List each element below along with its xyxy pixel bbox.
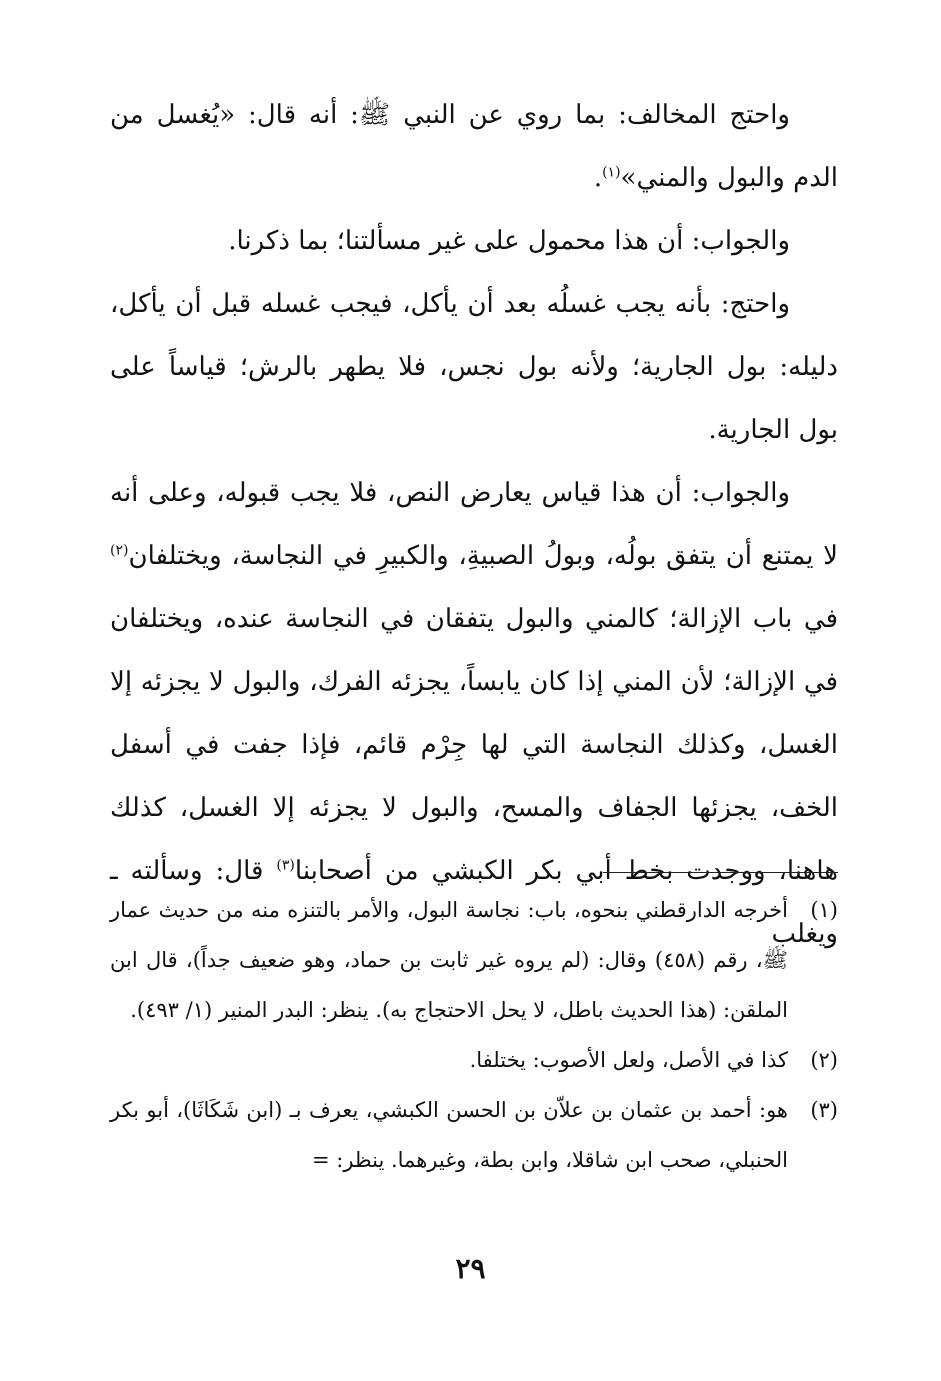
paragraph-4-text-c: قال: وسألته ـ ويغلب	[110, 856, 838, 949]
footnote-text: أخرجه الدارقطني بنحوه، باب: نجاسة البول، والأمر بالتنزه منه من حديث عمار ﷺ، رقم (٤٥٨) وقال: (لم يروه غير ثابت بن حماد، وهو ضعيف جداً)، قال ابن الملقن: (هذا الحديث باطل، لا يحل الاحتجاج به). ينظر: البدر المنير (١/ ٤٩٣).	[110, 898, 788, 1022]
footnote-text: هو: أحمد بن عثمان بن علاّن بن الحسن الكبشي، يعرف بـ (ابن شَكَاثَا)، أبو بكر الحنبلي، صحب ابن شاقلا، وابن بطة، وغيرهما. ينظر: =	[110, 1098, 788, 1172]
footnotes	[110, 885, 838, 1185]
footnote-separator	[603, 872, 838, 873]
footnote-text: كذا في الأصل، ولعل الأصوب: يختلفا.	[469, 1048, 788, 1072]
footnote-number: (٣)	[810, 1098, 838, 1122]
footnote-number: (١)	[810, 898, 838, 922]
paragraph-1	[110, 84, 838, 210]
footnote-2	[110, 1035, 838, 1085]
paragraph-4-text-b: في باب الإزالة؛ كالمني والبول يتفقان في النجاسة عنده، ويختلفان في الإزالة؛ لأن المني إذا كان يابساً، يجزئه الفرك، والبول لا يجزئه إلا الغسل، وكذلك النجاسة التي لها جِرْم قائم، فإذا جفت في أسفل الخف، يجزئها الجفاف والمسح، والبول لا يجزئه إلا الغسل، كذلك هاهنا، ووجدت بخط أبي بكر الكبشي من أصحابنا	[110, 604, 838, 886]
paragraph-2: والجواب: أن هذا محمول على غير مسألتنا؛ بما ذكرنا.	[228, 226, 790, 256]
footnote-ref-3[interactable]: (٣)	[276, 857, 295, 874]
footnote-number: (٢)	[810, 1048, 838, 1072]
paragraph-3: واحتج: بأنه يجب غسلُه بعد أن يأكل، فيجب غسله قبل أن يأكل، دليله: بول الجارية؛ ولأنه بول نجس، فلا يطهر بالرش؛ قياساً على بول الجارية.	[110, 289, 838, 445]
paragraph-1-end: .	[593, 163, 603, 193]
footnote-ref-2[interactable]: (٢)	[110, 542, 129, 559]
paragraph-1-text: واحتج المخالف: بما روي عن النبي ﷺ: أنه قال: «يُغسل من الدم والبول والمني»	[110, 100, 838, 193]
footnote-ref-1[interactable]: (١)	[602, 164, 621, 181]
page-number: ٢٩	[455, 1252, 486, 1285]
footnote-3	[110, 1085, 838, 1185]
paragraph-4-text-a: والجواب: أن هذا قياس يعارض النص، فلا يجب قبوله، وعلى أنه لا يمتنع أن يتفق بولُه، وبولُ الصبيةِ، والكبيرِ في النجاسة، ويختلفان	[110, 478, 838, 571]
main-text	[110, 84, 838, 966]
footnote-1	[110, 885, 838, 1035]
